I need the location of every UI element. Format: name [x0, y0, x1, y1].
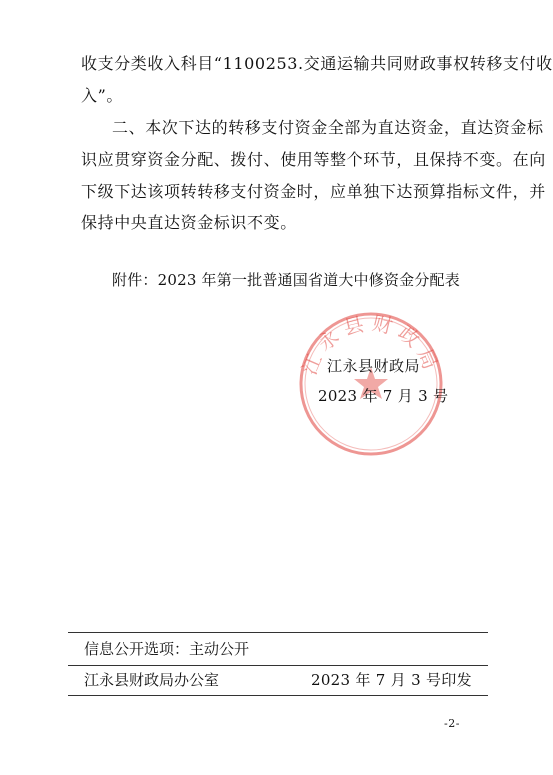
issuing-office: 江永县财政局办公室: [84, 671, 220, 689]
svg-text:江永县财政局: 江永县财政局: [296, 310, 446, 379]
print-date: 2023 年 7 月 3 号印发: [311, 671, 472, 689]
footer-rule-bottom: [68, 695, 488, 696]
body-line: 二、本次下达的转移支付资金全部为直达资金，直达资金标: [112, 118, 544, 137]
signature-issuer: 江永县财政局: [327, 357, 421, 375]
signature-date: 2023 年 7 月 3 号: [318, 387, 449, 405]
footer-rule-top: [68, 632, 488, 633]
disclosure-option: 信息公开选项：主动公开: [84, 640, 250, 658]
official-seal: [294, 307, 448, 461]
body-line: 入”。: [81, 86, 123, 105]
body-line: 保持中央直达资金标识不变。: [81, 213, 297, 232]
footer-rule-middle: [68, 665, 488, 666]
attachment-note: 附件：2023 年第一批普通国省道大中修资金分配表: [112, 271, 460, 289]
page-number: -2-: [444, 717, 460, 730]
body-line: 识应贯穿资金分配、拨付、使用等整个环节，且保持不变。在向: [81, 150, 546, 169]
body-line: 下级下达该项转转移支付资金时，应单独下达预算指标文件，并: [81, 182, 546, 201]
body-line: 收支分类收入科目“1100253.交通运输共同财政事权转移支付收: [81, 54, 553, 73]
